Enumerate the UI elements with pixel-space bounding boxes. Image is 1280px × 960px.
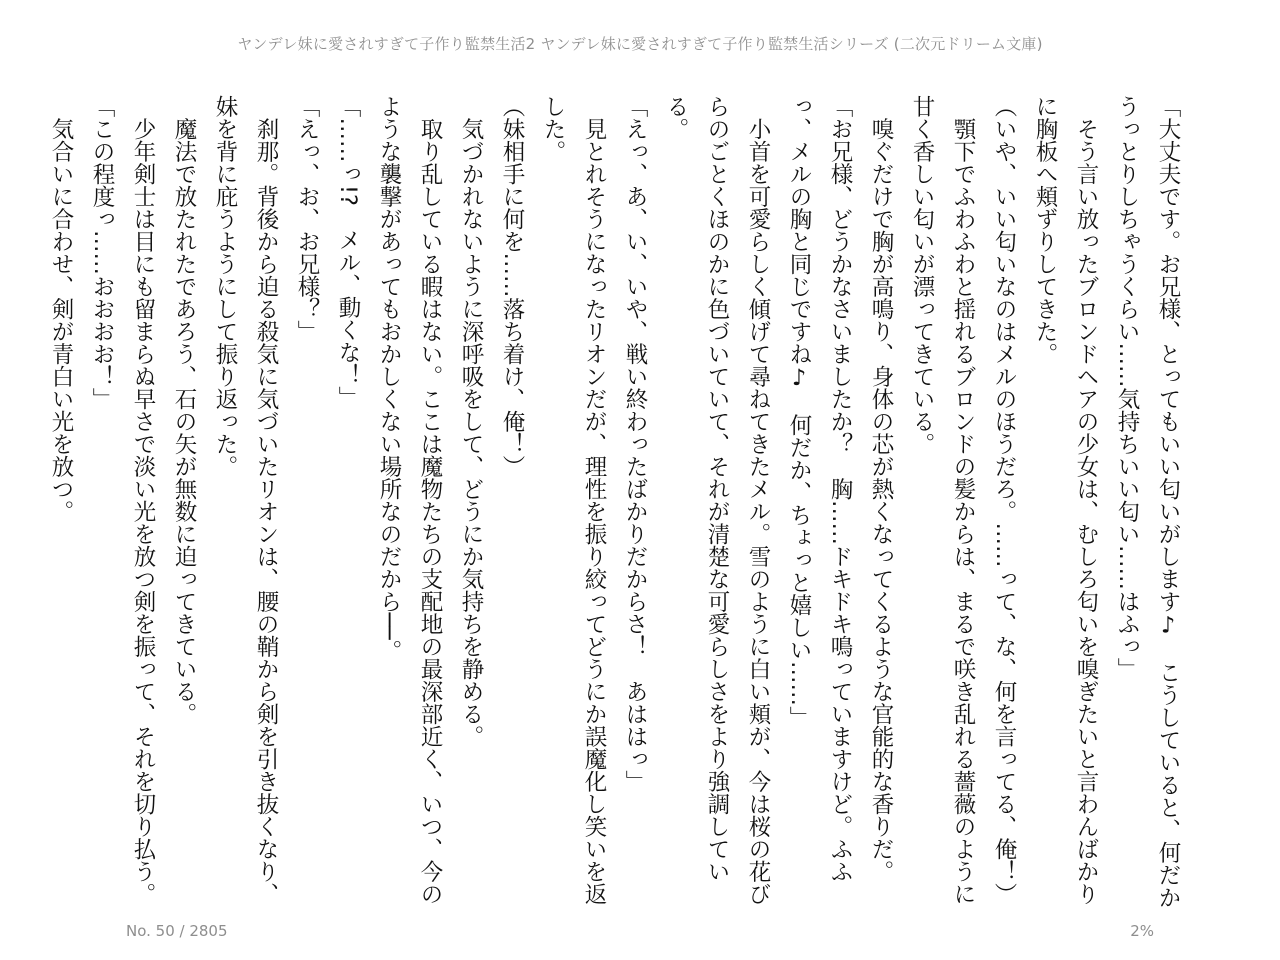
text-line: 「お兄様、どうかなさいましたか？ 胸……ドキドキ鳴っていますけど。ふふ xyxy=(827,95,853,883)
text-line: 小首を可愛らしく傾げて尋ねてきたメル。雪のように白い頬が、今は桜の花び xyxy=(745,95,771,905)
book-title: ヤンデレ妹に愛されすぎて子作り監禁生活2 ヤンデレ妹に愛されすぎて子作り監禁生活シリーズ (二次元ドリーム文庫) xyxy=(237,35,1043,53)
text-line: うっとりしちゃうくらい……気持ちいい匂い……はふっ」 xyxy=(1114,95,1140,680)
text-line: ような襲撃があってもおかしくない場所なのだから──。 xyxy=(376,95,402,663)
text-line: 見とれそうになったリオンだが、理性を振り絞ってどうにか誤魔化し笑いを返 xyxy=(581,95,607,905)
page-text[interactable] xyxy=(48,95,1188,915)
text-line: そう言い放ったブロンドヘアの少女は、むしろ匂いを嗅ぎたいと言わんばかり xyxy=(1073,95,1099,905)
text-line: 「……っ!? メル、動くな！」 xyxy=(335,95,361,409)
text-line: 少年剣士は目にも留まらぬ早さで淡い光を放つ剣を振って、それを切り払う。 xyxy=(130,95,156,905)
text-line: 気合いに合わせ、剣が青白い光を放つ。 xyxy=(48,95,74,523)
location-indicator: No. 50 / 2805 xyxy=(126,922,228,940)
text-line: 顎下でふわふわと揺れるブロンドの髪からは、まるで咲き乱れる薔薇のように xyxy=(950,95,976,905)
text-line: した。 xyxy=(540,95,566,163)
text-line: 「この程度っ……おおおお！」 xyxy=(89,95,115,410)
text-line: （いや、いい匂いなのはメルのほうだろ。……って、な、何を言ってる、俺！） xyxy=(991,95,1017,905)
text-line: 気づかれないように深呼吸をして、どうにか気持ちを静める。 xyxy=(458,95,484,748)
reading-progress: 2% xyxy=(1130,922,1154,940)
text-line: 嗅ぐだけで胸が高鳴り、身体の芯が熱くなってくるような官能的な香りだ。 xyxy=(868,95,894,883)
text-line: っ、メルの胸と同じですね♪ 何だか、ちょっと嬉しい……」 xyxy=(786,95,812,729)
text-line: 刹那。背後から迫る殺気に気づいたリオンは、腰の鞘から剣を引き抜くなり、 xyxy=(253,95,279,905)
text-line: る。 xyxy=(663,95,689,140)
text-line: 「大丈夫です。お兄様、とってもいい匂いがします♪ こうしていると、何だか xyxy=(1155,95,1181,909)
text-line: 「えっ、あ、い、いや、戦い終わったばかりだからさ！ あははっ」 xyxy=(622,95,648,793)
text-line: 取り乱している暇はない。ここは魔物たちの支配地の最深部近く、いつ、今の xyxy=(417,95,443,905)
text-line: 妹を背に庇うようにして振り返った。 xyxy=(212,95,238,478)
text-line: （妹相手に何を……落ち着け、俺！） xyxy=(499,95,525,478)
text-line: 魔法で放たれたであろう、石の矢が無数に迫ってきている。 xyxy=(171,95,197,725)
text-line: に胸板へ頬ずりしてきた。 xyxy=(1032,95,1058,365)
text-line: 甘く香しい匂いが漂ってきている。 xyxy=(909,95,935,455)
text-line: 「えっ、お、お兄様？」 xyxy=(294,95,320,343)
text-line: らのごとくほのかに色づいていて、それが清楚な可愛らしさをより強調してい xyxy=(704,95,730,883)
